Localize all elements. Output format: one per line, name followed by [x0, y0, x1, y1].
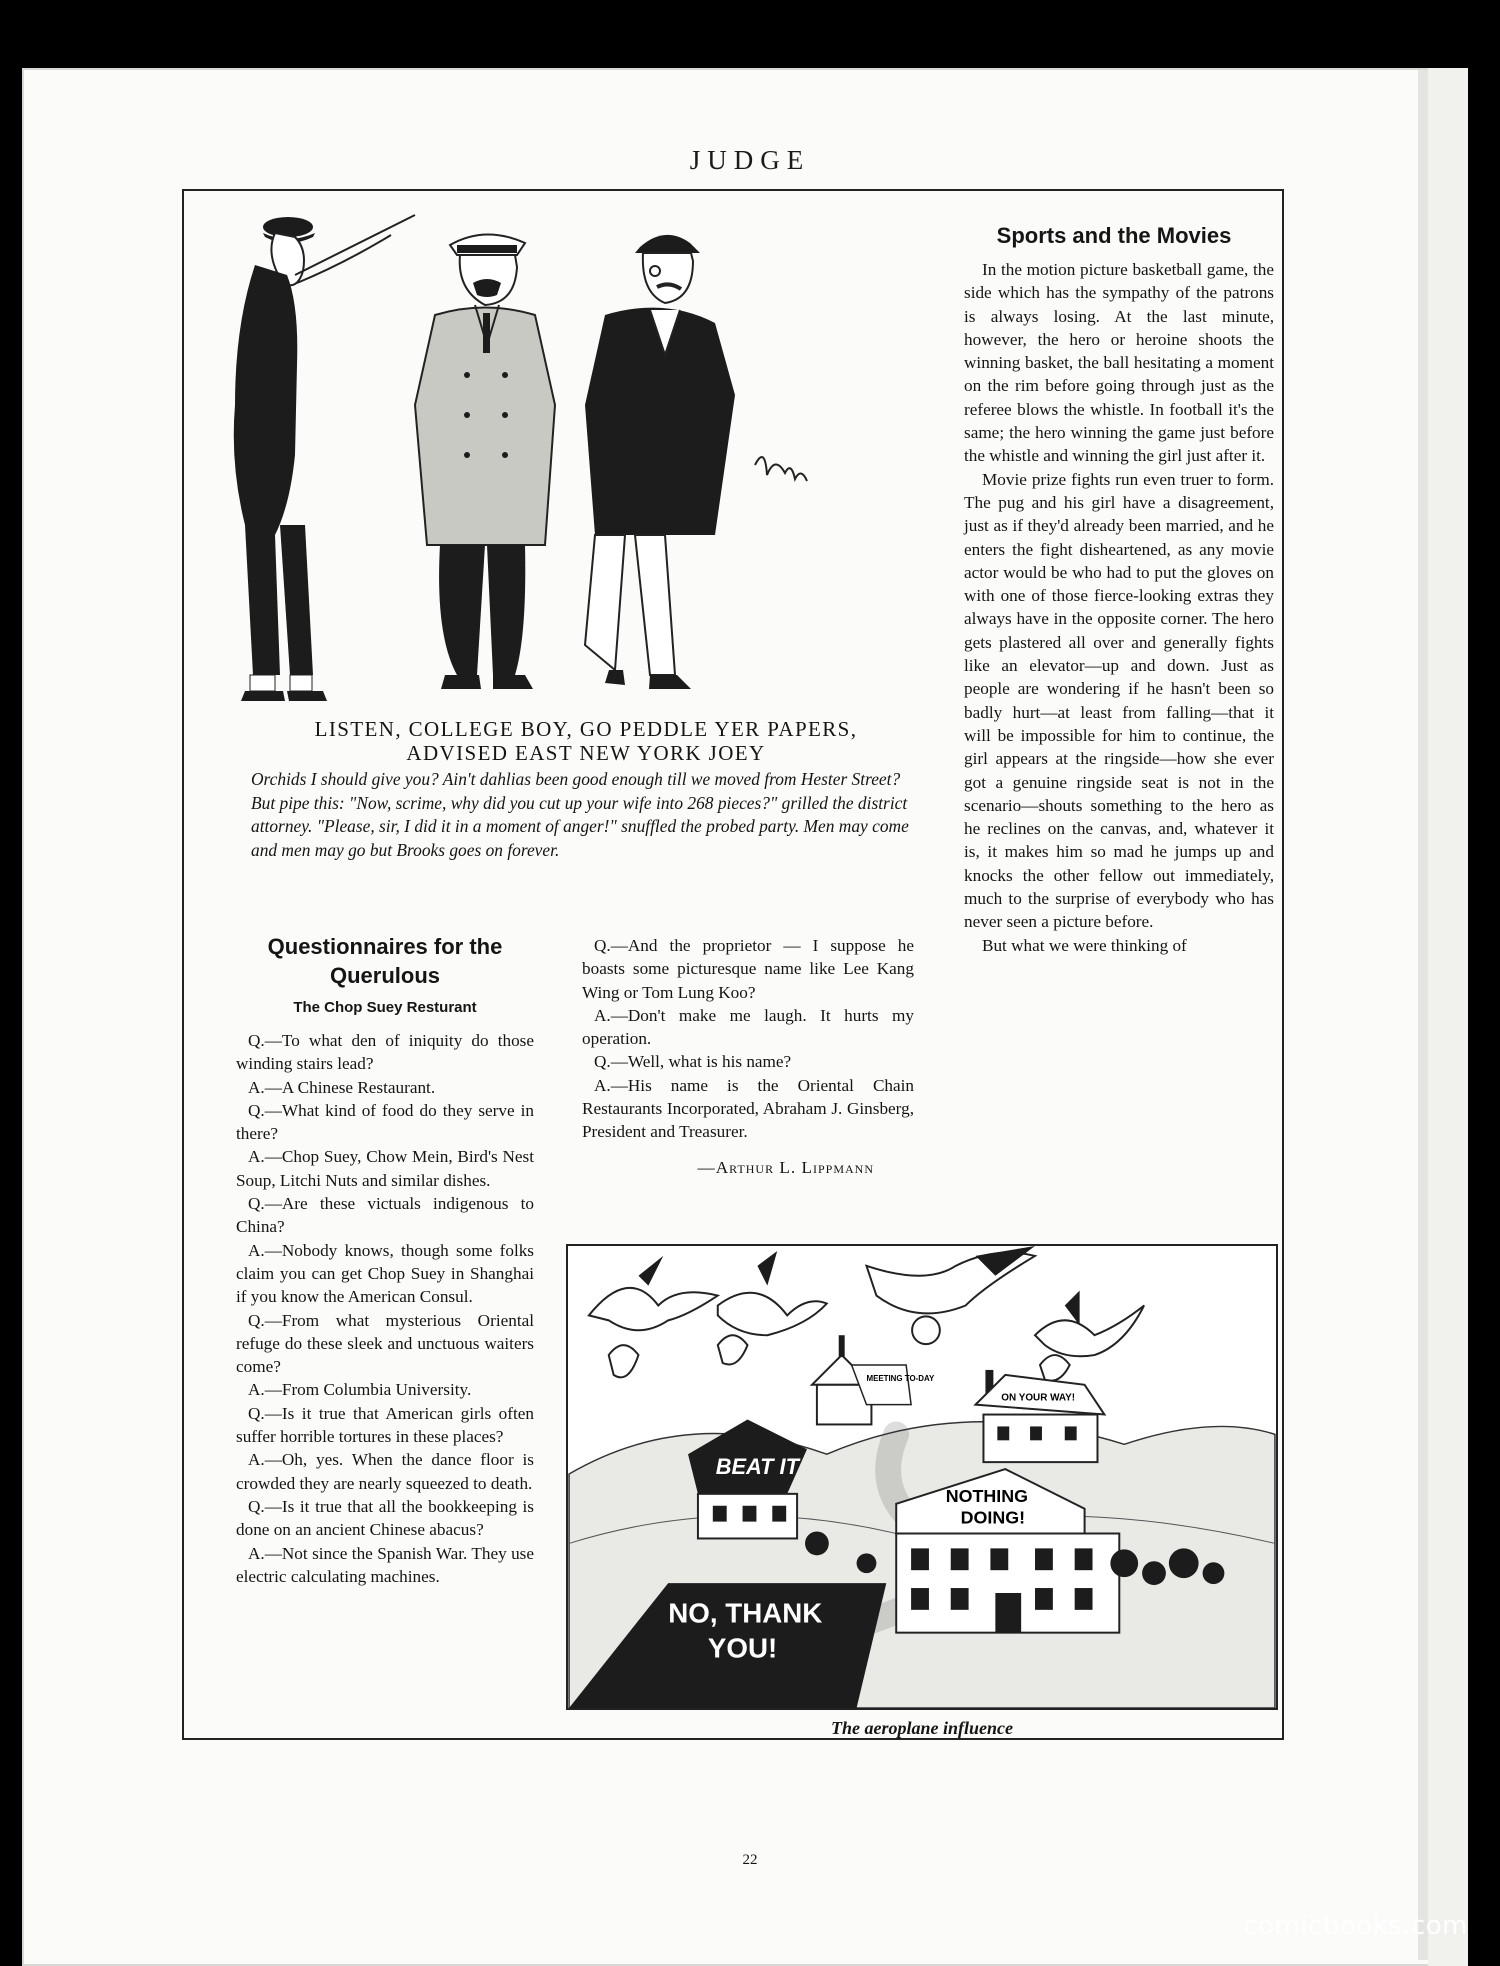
- qa-line: A.—A Chinese Restaurant.: [248, 1077, 436, 1097]
- cartoon-caption-title: [236, 717, 936, 765]
- qa-line: A.—Not since the Spanish War. They use electric calculating machines.: [236, 1543, 534, 1586]
- qa-line: Q.—Are these victuals indigenous to China?: [236, 1194, 534, 1237]
- qa-line: Q.—To what den of iniquity do those winding stairs lead?: [236, 1031, 534, 1074]
- questionnaire-subtitle: The Chop Suey Resturant: [293, 999, 477, 1016]
- questionnaire-column-2: [582, 934, 914, 1179]
- sports-article-body: [964, 258, 1274, 1220]
- caption-title-line2: ADVISED EAST NEW YORK JOEY: [406, 741, 766, 765]
- three-men-cartoon: [195, 205, 955, 715]
- qa-line: Q.—Is it true that all the bookkeeping is done on an ancient Chinese abacus?: [236, 1496, 534, 1540]
- page-edge: [1418, 70, 1428, 1960]
- sports-paragraph: But what we were thinking of: [982, 935, 1187, 955]
- author-byline: —Arthur L. Lippmann: [697, 1157, 874, 1177]
- questionnaire-column-1: [236, 1029, 534, 1588]
- nothing-doing-sign-line2: DOING!: [960, 1507, 1026, 1528]
- stork-4: [1035, 1291, 1144, 1381]
- qa-line: A.—From Columbia University.: [248, 1380, 472, 1400]
- dark-coat-man-figure: [585, 235, 735, 689]
- sports-paragraph: In the motion picture basketball game, the side which has the sympathy of the patrons is always losing. At the last minute, however, the hero or heroine shoots the winning basket, the ball hesitating a moment on the rim before going through just as the referee blows the whistle. In football it's the same; the hero winning the game just before the whistle and winning the girl just after it.: [964, 260, 1274, 466]
- bent-man-figure: [234, 215, 415, 701]
- church-building: [812, 1335, 935, 1424]
- qa-line: A.—Oh, yes. When the dance floor is crowded they are nearly squeezed to death.: [236, 1450, 534, 1493]
- qa-line: A.—Nobody knows, though some folks claim you can get Chop Suey in Shanghai if you know the American Consul.: [236, 1240, 534, 1307]
- facing-page-edge: [1428, 68, 1468, 1966]
- aeroplane-influence-cartoon: [566, 1244, 1278, 1710]
- no-thank-you-line2: YOU!: [707, 1632, 778, 1664]
- qa-line: Q.—And the proprietor — I suppose he boasts some picturesque name like Lee Kang Wing or Tom Lung Koo?: [582, 936, 914, 1002]
- church-sign: MEETING TO-DAY: [866, 1373, 935, 1383]
- artist-signature: [755, 457, 807, 481]
- qa-line: A.—Don't make me laugh. It hurts my operation.: [582, 1005, 914, 1049]
- house-on-your-way: [976, 1370, 1105, 1462]
- questionnaire-title-line1: Questionnaires for the: [267, 934, 503, 959]
- qa-line: Q.—Well, what is his name?: [594, 1052, 792, 1072]
- site-watermark: comicbooks.com: [1243, 1911, 1468, 1941]
- questionnaire-title-line2: Querulous: [329, 963, 440, 988]
- overcoat-man-figure: [415, 234, 555, 689]
- no-thank-you-line1: NO, THANK: [668, 1597, 823, 1629]
- stork-3: [866, 1246, 1035, 1344]
- qa-line: Q.—Is it true that American girls often suffer horrible tortures in these places?: [236, 1403, 534, 1447]
- qa-line: Q.—From what mysterious Oriental refuge do these sleek and unctuous waiters come?: [236, 1310, 534, 1377]
- qa-line: Q.—What kind of food do they serve in there?: [236, 1100, 534, 1144]
- on-your-way-sign: ON YOUR WAY!: [1001, 1392, 1076, 1404]
- questionnaire-title: [236, 932, 534, 990]
- cartoon-caption-body: Orchids I should give you? Ain't dahlias been good enough till we moved from Hester Street? But pipe this: "Now, scrime, why did you cut up your wife into 268 pieces?" grilled the district attorney. "Please, sir, I did it in a moment of anger!" snuffled the probed party. Men may come and men may go but Brooks goes on forever.: [251, 769, 909, 860]
- stork-2: [718, 1251, 827, 1365]
- qa-line: A.—Chop Suey, Chow Mein, Bird's Nest Soup, Litchi Nuts and similar dishes.: [236, 1147, 534, 1190]
- qa-line: A.—His name is the Oriental Chain Restaurants Incorporated, Abraham J. Ginsberg, President and Treasurer.: [582, 1075, 914, 1142]
- running-head: JUDGE: [689, 145, 811, 175]
- page-number: 22: [742, 1852, 758, 1868]
- beat-it-sign: BEAT IT: [715, 1454, 799, 1480]
- aeroplane-caption: The aeroplane influence: [831, 1718, 1013, 1738]
- sports-article-title: Sports and the Movies: [996, 223, 1232, 248]
- nothing-doing-sign-line1: NOTHING: [945, 1485, 1028, 1506]
- caption-title-line1: LISTEN, COLLEGE BOY, GO PEDDLE YER PAPERS,: [314, 717, 858, 741]
- sports-paragraph: Movie prize fights run even truer to form. The pug and his girl have a disagreement, just as if they'd already been married, and he enters the fight disheartened, as any movie actor would be who had to put the gloves on with one of those fierce-looking extras they always have in the opposite corner. The hero gets plastered all over and generally fights like an elevator—up and down. Just as people are wondering if he hasn't been so badly hurt—at least from falling—that it will be impossible for him to continue, the girl appears at the ringside—how she ever got a genuine ringside seat is not in the scenario—shouts something to the hero as he reclines on the canvas, and, whatever it is, it makes him so mad he jumps up and knocks the other fellow out immediately, much to the surprise of everybody who has never seen a picture before.: [964, 469, 1274, 932]
- stork-1: [589, 1256, 718, 1377]
